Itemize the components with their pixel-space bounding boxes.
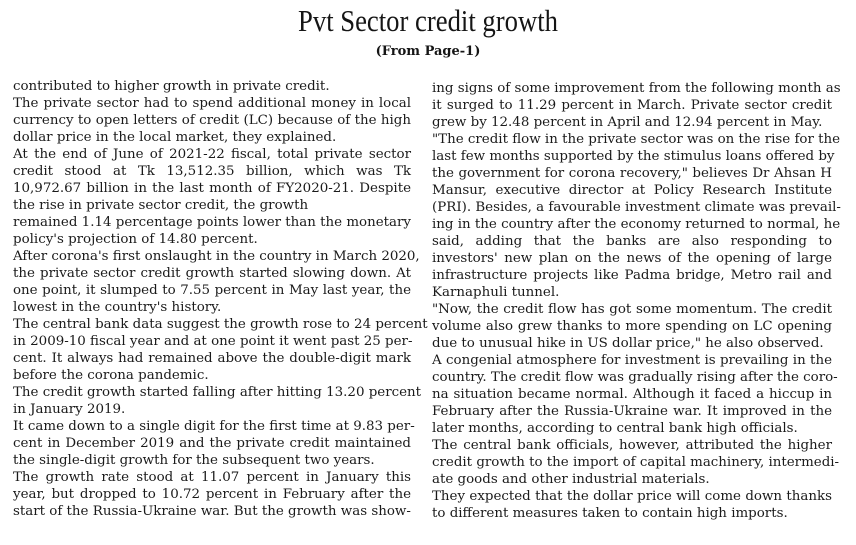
text-line: The private sector had to spend additional money in local xyxy=(13,96,411,111)
text-line: credit stood at Tk 13,512.35 billion, which was Tk xyxy=(13,164,411,179)
right-column xyxy=(432,80,841,522)
text-line: A congenial atmosphere for investment is prevailing in the xyxy=(432,353,832,368)
continuation-note: (From Page-1) xyxy=(375,44,481,59)
text-line: the single-digit growth for the subsequent two years. xyxy=(13,453,375,468)
text-line: credit growth to the import of capital machinery, intermedi- xyxy=(432,455,840,470)
text-line: It came down to a single digit for the first time at 9.83 per- xyxy=(13,419,415,434)
text-line: ing signs of some improvement from the following month as xyxy=(432,81,841,96)
text-line: remained 1.14 percentage points lower than the monetary xyxy=(13,215,411,230)
text-line: in January 2019. xyxy=(13,402,126,417)
paragraph xyxy=(13,418,415,469)
text-line: They expected that the dollar price will come down thanks xyxy=(432,489,832,504)
text-line: dollar price in the local market, they explained. xyxy=(13,130,337,145)
text-line: currency to open letters of credit (LC) because of the high xyxy=(13,113,411,128)
paragraph xyxy=(432,488,832,522)
text-line: At the end of June of 2021-22 fiscal, total private sector xyxy=(13,147,411,162)
text-line: "Now, the credit flow has got some momentum. The credit xyxy=(432,302,832,317)
paragraph xyxy=(13,248,420,316)
text-line: cent. It always had remained above the double-digit mark xyxy=(13,351,411,366)
text-line: the private sector credit growth started slowing down. At xyxy=(13,266,411,281)
paragraph xyxy=(13,316,428,384)
text-line: year, but dropped to 10.72 percent in February after the xyxy=(13,487,411,502)
text-line: After corona's first onslaught in the country in March 2020, xyxy=(13,249,420,264)
left-column xyxy=(13,78,428,520)
text-line: before the corona pandemic. xyxy=(13,368,209,383)
text-line: due to unusual hike in US dollar price," he also observed. xyxy=(432,336,824,351)
text-line: last few months supported by the stimulus loans offered by xyxy=(432,149,835,164)
text-line: later months, according to central bank high officials. xyxy=(432,421,798,436)
paragraph xyxy=(432,131,841,301)
text-line: The credit growth started falling after hitting 13.20 percent xyxy=(13,385,422,400)
paragraph xyxy=(13,384,422,418)
paragraph xyxy=(13,214,411,248)
paragraph xyxy=(432,80,841,131)
text-line: The central bank data suggest the growth rose to 24 percent xyxy=(13,317,428,332)
paragraph xyxy=(13,469,411,520)
text-line: ing in the country after the economy returned to normal, he xyxy=(432,217,841,232)
text-line: in 2009-10 fiscal year and at one point it went past 25 per- xyxy=(13,334,413,349)
text-line: one point, it slumped to 7.55 percent in May last year, the xyxy=(13,283,411,298)
text-line: 10,972.67 billion in the last month of FY2020-21. Despite xyxy=(13,181,411,196)
text-line: policy's projection of 14.80 percent. xyxy=(13,232,258,247)
text-line: The growth rate stood at 11.07 percent in January this xyxy=(13,470,411,485)
text-line: to different measures taken to contain high imports. xyxy=(432,506,788,521)
text-line: (PRI). Besides, a favourable investment climate was prevail- xyxy=(432,200,841,215)
text-line: February after the Russia-Ukraine war. It improved in the xyxy=(432,404,832,419)
paragraph xyxy=(432,301,832,352)
text-line: volume also grew thanks to more spending on LC opening xyxy=(432,319,832,334)
text-line: grew by 12.48 percent in April and 12.94 percent in May. xyxy=(432,115,823,130)
text-line: it surged to 11.29 percent in March. Private sector credit xyxy=(432,98,832,113)
text-line: the government for corona recovery," believes Dr Ahsan H xyxy=(432,166,832,181)
text-line: start of the Russia-Ukraine war. But the growth was show- xyxy=(13,504,411,519)
text-line: contributed to higher growth in private credit. xyxy=(13,79,330,94)
text-line: country. The credit flow was gradually rising after the coro- xyxy=(432,370,838,385)
text-line: ate goods and other industrial materials. xyxy=(432,472,710,487)
text-line: na situation became normal. Although it faced a hiccup in xyxy=(432,387,832,402)
paragraph xyxy=(432,437,840,488)
paragraph xyxy=(13,78,411,95)
headline: Pvt Sector credit growth xyxy=(298,3,558,38)
paragraph xyxy=(432,352,838,437)
paragraph xyxy=(13,146,411,214)
text-line: the rise in private sector credit, the growth xyxy=(13,198,309,213)
text-line: The central bank officials, however, attributed the higher xyxy=(432,438,832,453)
text-line: Karnaphuli tunnel. xyxy=(432,285,560,300)
text-line: infrastructure projects like Padma bridge, Metro rail and xyxy=(432,268,832,283)
text-line: "The credit flow in the private sector was on the rise for the xyxy=(432,132,841,147)
text-line: Mansur, executive director at Policy Research Institute xyxy=(432,183,832,198)
text-line: investors' new plan on the news of the opening of large xyxy=(432,251,832,266)
text-line: cent in December 2019 and the private credit maintained xyxy=(13,436,411,451)
paragraph xyxy=(13,95,411,146)
text-line: said, adding that the banks are also responding to xyxy=(432,234,832,249)
text-line: lowest in the country's history. xyxy=(13,300,222,315)
